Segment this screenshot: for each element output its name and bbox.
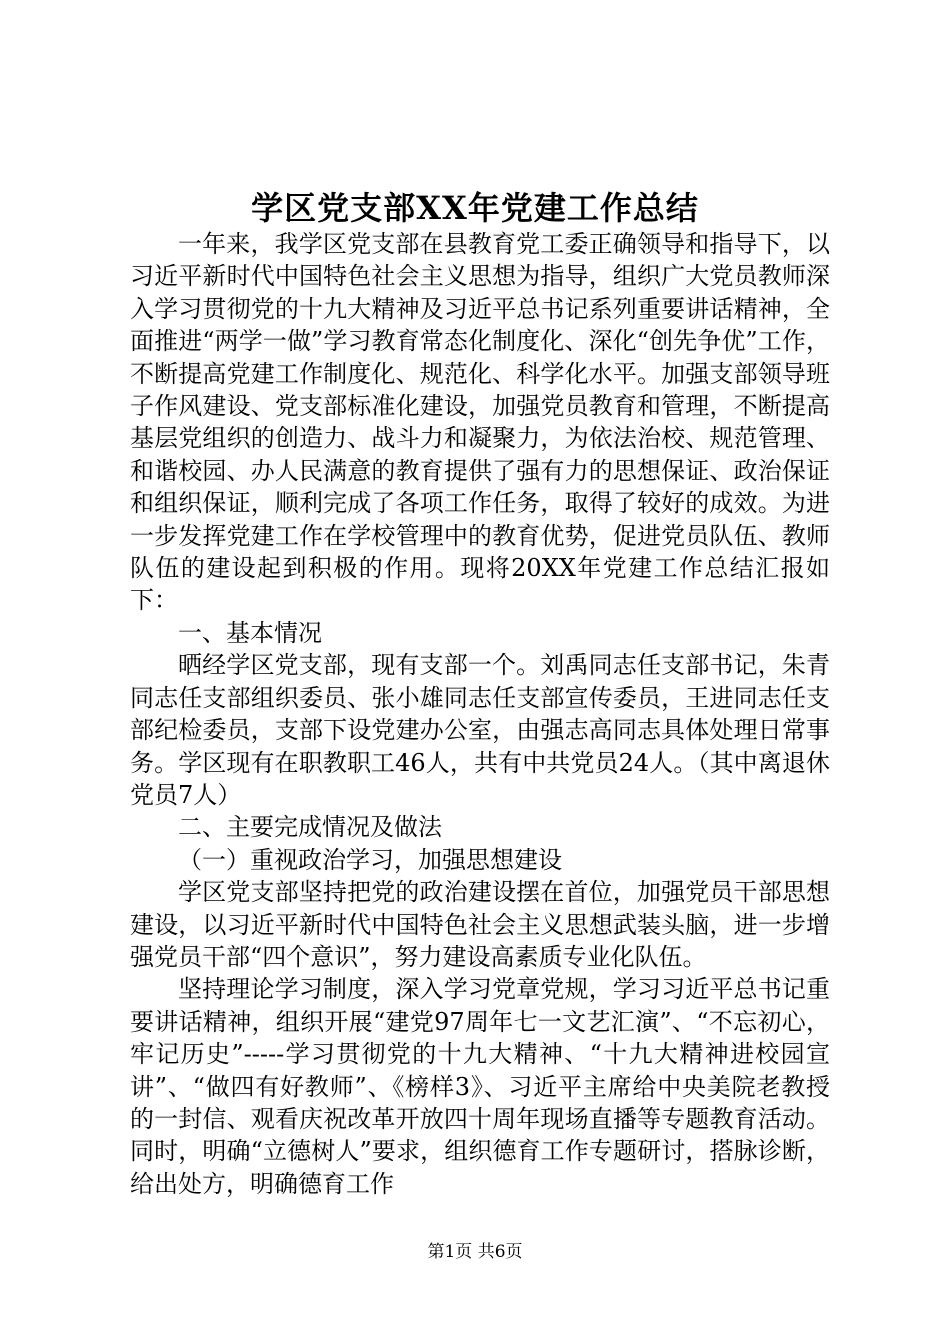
page-number-footer: 第1页 共6页	[427, 1242, 523, 1262]
section-heading-main-work: 二、主要完成情况及做法	[178, 813, 442, 842]
document-title: 学区党支部XX年党建工作总结	[251, 189, 699, 227]
section-heading-basic-situation: 一、基本情况	[178, 618, 322, 647]
theory-study-paragraph: 坚持理论学习制度，深入学习党章党规，学习习近平总书记重要讲话精神，组织开展“建党97周年七一文艺汇演”、“不忘初心，牢记历史”-----学习贯彻党的十九大精神、“十九大精神进校园宣讲”、“做四有好教师”、《榜样3》、习近平主席给中央美院老教授的一封信、观看庆祝改革开放四十周年现场直播等专题教育活动。同时，明确“立德树人”要求，组织德育工作专题研讨，搭脉诊断，给出处方，明确德育工作	[130, 975, 830, 1198]
subsection-heading-political-study: （一）重视政治学习，加强思想建设	[178, 845, 562, 874]
political-building-paragraph: 学区党支部坚持把党的政治建设摆在首位，加强党员干部思想建设，以习近平新时代中国特色社会主义思想武装头脑，进一步增强党员干部“四个意识”，努力建设高素质专业化队伍。	[130, 878, 830, 971]
basic-situation-paragraph: 晒经学区党支部，现有支部一个。刘禹同志任支部书记，朱青同志任支部组织委员、张小雄同志任支部宣传委员，王进同志任支部纪检委员，支部下设党建办公室，由强志高同志具体处理日常事务。学区现有在职教职工46人，共有中共党员24人。（其中离退休党员7人）	[130, 651, 830, 809]
intro-paragraph: 一年来，我学区党支部在县教育党工委正确领导和指导下，以习近平新时代中国特色社会主义思想为指导，组织广大党员教师深入学习贯彻党的十九大精神及习近平总书记系列重要讲话精神，全面推进“两学一做”学习教育常态化制度化、深化“创先争优”工作，不断提高党建工作制度化、规范化、科学化水平。加强支部领导班子作风建设、党支部标准化建设，加强党员教育和管理，不断提高基层党组织的创造力、战斗力和凝聚力，为依法治校、规范管理、和谐校园、办人民满意的教育提供了强有力的思想保证、政治保证和组织保证，顺利完成了各项工作任务，取得了较好的成效。为进一步发挥党建工作在学校管理中的教育优势，促进党员队伍、教师队伍的建设起到积极的作用。现将20XX年党建工作总结汇报如下：	[130, 230, 830, 615]
document-body	[130, 228, 830, 1200]
